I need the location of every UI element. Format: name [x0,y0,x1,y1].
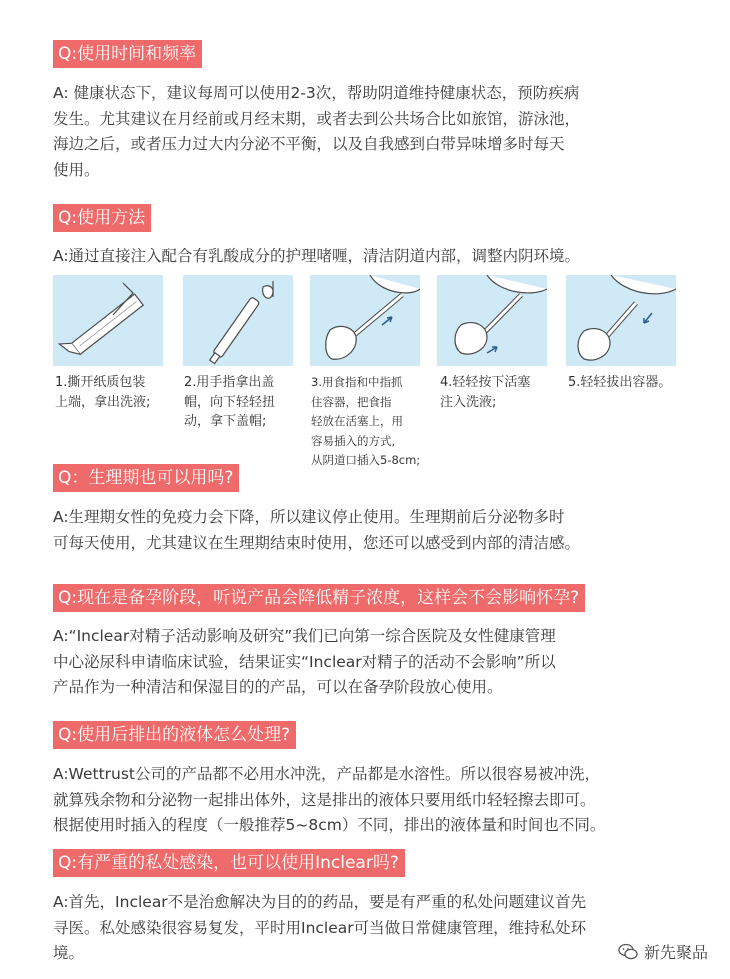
section-2-question: Q:使用方法 [53,204,151,232]
answer-line: 发生。尤其建议在月经前或月经末期，或者去到公共场合比如旅馆，游泳池， [53,109,581,128]
insert-applicator-icon [310,275,420,366]
step-5-caption [568,373,671,393]
caption-line: 4.轻轻按下活塞 [440,375,531,390]
section-3-answer [53,505,702,556]
tear-package-icon [53,275,163,366]
step-4-illustration [437,275,547,366]
step-2-caption [184,373,275,432]
section-3-question: Q：生理期也可以用吗? [53,464,239,492]
answer-line: A:Wettrust公司的产品都不必用水冲洗，产品都是水溶性。所以很容易被冲洗， [53,765,601,783]
answer-line: A:首先，Inclear不是治愈解决为目的的药品，要是有严重的私处问题建议首先 [53,893,587,911]
step-4-caption [440,373,530,412]
section-2-answer [53,244,702,270]
watermark [614,938,712,965]
answer-line: 就算残余物和分泌物一起排出体外，这是排出的液体只要用纸巾轻轻擦去即可。 [53,790,596,809]
section-1-question: Q:使用时间和频率 [53,40,202,68]
caption-line: 轻放在活塞上，用 [311,414,403,428]
answer-line: 海边之后，或者压力过大内分泌不平衡，以及自我感到白带异味增多时每天 [53,135,565,153]
caption-line: 上端，拿出洗液; [55,394,151,410]
answer-line: 根据使用时插入的程度（一般推荐5~8cm）不同，排出的液体量和时间也不同。 [53,816,606,834]
caption-line: 注入洗液; [440,394,497,410]
caption-line: 5.轻轻拔出容器。 [568,375,672,390]
caption-line: 容易插入的方式, [311,433,396,448]
caption-line: 帽，向下轻轻扭 [184,394,276,410]
caption-line: 1.撕开纸质包装 [55,375,146,390]
answer-line: A:“Inclear对精子活动影响及研究”我们已向第一综合医院及女性健康管理 [53,627,556,645]
press-plunger-icon [437,275,547,366]
section-6-question: Q:有严重的私处感染，也可以使用Inclear吗? [53,849,405,877]
section-4-question: Q:现在是备孕阶段，听说产品会降低精子浓度，这样会不会影响怀孕? [53,584,585,612]
section-4-answer [53,624,702,701]
answer-line: 使用。 [53,160,100,179]
remove-applicator-icon [566,275,676,366]
step-2-illustration [183,275,293,366]
answer-line: 寻医。私处感染很容易复发，平时用Inclear可当做日常健康管理，维持私处环 [53,918,587,937]
section-5-question: Q:使用后排出的液体怎么处理? [53,721,296,749]
step-3-caption [311,373,420,471]
caption-line: 住容器，把食指 [311,394,392,409]
caption-line: 2.用手指拿出盖 [184,375,275,390]
answer-line: 中心泌尿科申请临床试验，结果证实“Inclear对精子的活动不会影响”所以 [53,652,556,671]
section-1-answer [53,81,702,183]
watermark-text: 新先聚品 [643,943,708,962]
answer-line: A: 健康状态下，建议每周可以使用2-3次，帮助阴道维持健康状态，预防疾病 [53,84,580,102]
answer-line: A:通过直接注入配合有乳酸成分的护理啫喱，清洁阴道内部，调整内阴环境。 [53,247,581,265]
section-6-answer [53,890,702,967]
caption-line: 3.用食指和中指抓 [311,375,403,389]
step-1-caption [55,373,150,412]
answer-line: A:生理期女性的免疫力会下降，所以建议停止使用。生理期前后分泌物多时 [53,508,565,526]
section-5-answer [53,762,702,839]
wechat-icon [618,943,638,961]
step-5-illustration [566,275,676,366]
caption-line: 从阴道口插入5-8cm; [311,453,421,467]
twist-cap-icon [183,275,293,366]
answer-line: 境。 [53,944,85,962]
caption-line: 动，拿下盖帽; [184,414,267,429]
answer-line: 可每天使用，尤其建议在生理期结束时使用，您还可以感受到内部的清洁感。 [53,533,581,552]
step-3-illustration [310,275,420,366]
answer-line: 产品作为一种清洁和保湿目的的产品，可以在备孕阶段放心使用。 [53,678,503,696]
step-1-illustration [53,275,163,366]
